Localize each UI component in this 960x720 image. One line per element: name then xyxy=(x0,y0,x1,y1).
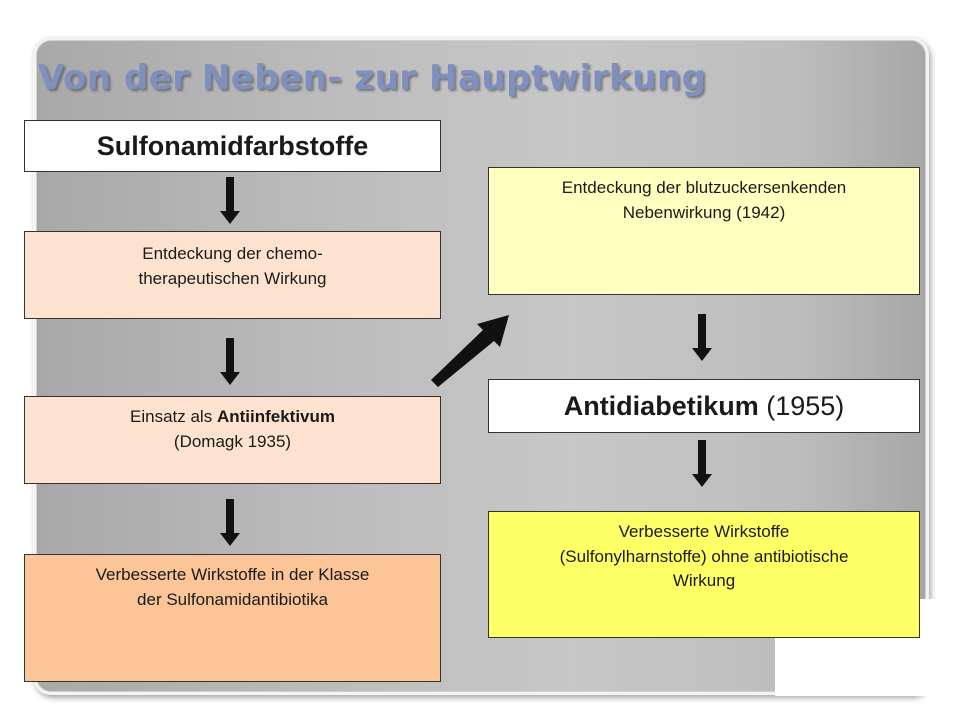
box-text-line xyxy=(25,405,440,430)
down-arrow-icon xyxy=(690,314,714,362)
box-text-line: (Sulfonylharnstoffe) ohne antibiotische xyxy=(559,546,849,566)
diagonal-arrow-icon xyxy=(428,310,514,390)
box-text-line: Verbesserte Wirkstoffe in der Klasse xyxy=(95,565,370,584)
box-text-line: Entdeckung der blutzuckersenkenden xyxy=(561,178,847,197)
box-text-prefix: Einsatz als xyxy=(130,407,217,426)
box-antiinfective-use xyxy=(24,396,441,484)
slide-title: Von der Neben- zur Hauptwirkung xyxy=(38,58,707,98)
box-text-line: der Sulfonamidantibiotika xyxy=(137,589,328,609)
box-text-bold: Antiinfektivum xyxy=(216,407,335,426)
box-text-line: (Domagk 1935) xyxy=(173,431,292,451)
box-chemotherapy-discovery xyxy=(24,231,441,319)
box-sulfonamide-antibiotics xyxy=(24,554,441,682)
down-arrow-icon xyxy=(690,440,714,488)
heading-sulfonamidfarbstoffe: Sulfonamidfarbstoffe xyxy=(24,120,441,172)
box-sulfonylurea-compounds xyxy=(488,511,920,638)
box-text-line: Nebenwirkung (1942) xyxy=(622,202,786,222)
heading-bold-text: Antidiabetikum xyxy=(563,391,759,421)
box-text-line: Verbesserte Wirkstoffe xyxy=(618,522,790,541)
down-arrow-icon xyxy=(218,499,242,547)
down-arrow-icon xyxy=(218,177,242,225)
box-text-line: Wirkung xyxy=(672,571,736,591)
box-text-line: therapeutischen Wirkung xyxy=(138,268,327,288)
heading-year-text: (1955) xyxy=(758,391,845,421)
box-blood-sugar-discovery xyxy=(488,167,920,295)
down-arrow-icon xyxy=(218,338,242,386)
box-text-line: Entdeckung der chemo- xyxy=(142,244,323,263)
heading-antidiabetikum xyxy=(488,379,920,433)
